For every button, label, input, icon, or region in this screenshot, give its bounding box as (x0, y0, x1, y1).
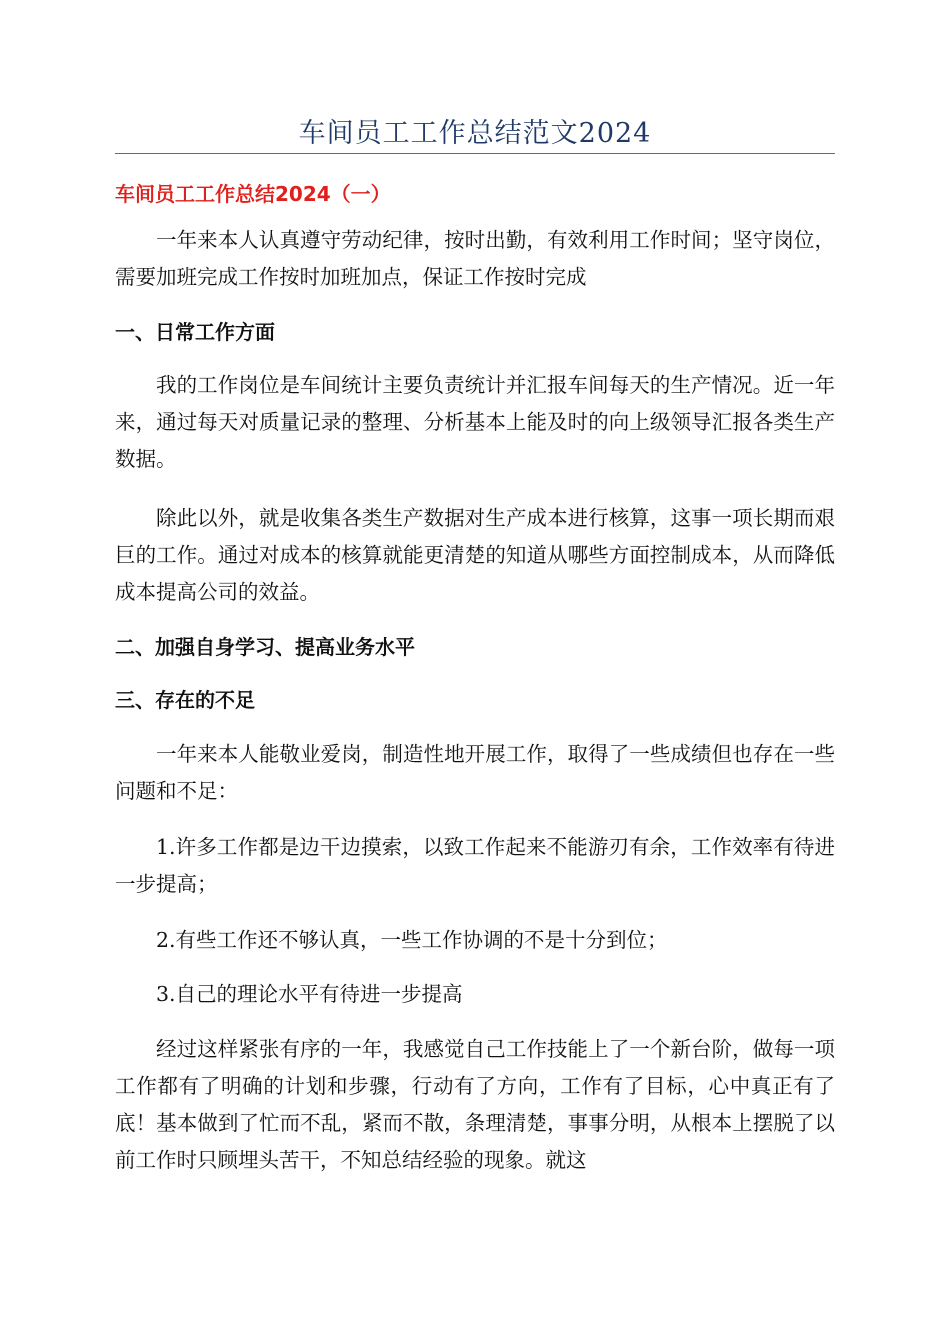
document-title: 车间员工工作总结范文2024 (298, 118, 652, 149)
section-title: 车间员工工作总结2024（一） (115, 182, 391, 206)
list-item-2: 2.有些工作还不够认真，一些工作协调的不是十分到位； (156, 928, 668, 952)
paragraph-shortcomings-intro: 一年来本人能敬业爱岗，制造性地开展工作，取得了一些成绩但也存在一些问题和不足： (115, 742, 835, 803)
list-item-1: 1.许多工作都是边干边摸索，以致工作起来不能游刃有余，工作效率有待进一步提高； (115, 835, 835, 896)
heading-shortcomings: 三、存在的不足 (115, 688, 255, 712)
intro-paragraph: 一年来本人认真遵守劳动纪律，按时出勤，有效利用工作时间；坚守岗位，需要加班完成工作按时加班加点，保证工作按时完成 (115, 228, 835, 289)
paragraph-cost-accounting: 除此以外，就是收集各类生产数据对生产成本进行核算，这事一项长期而艰巨的工作。通过对成本的核算就能更清楚的知道从哪些方面控制成本，从而降低成本提高公司的效益。 (115, 506, 835, 604)
heading-daily-work: 一、日常工作方面 (115, 320, 275, 344)
paragraph-conclusion: 经过这样紧张有序的一年，我感觉自己工作技能上了一个新台阶，做每一项工作都有了明确的计划和步骤，行动有了方向，工作有了目标，心中真正有了底！基本做到了忙而不乱，紧而不散，条理清楚，事事分明，从根本上摆脱了以前工作时只顾埋头苦干，不知总结经验的现象。就这 (115, 1037, 835, 1172)
paragraph-job-role: 我的工作岗位是车间统计主要负责统计并汇报车间每天的生产情况。近一年来，通过每天对质量记录的整理、分析基本上能及时的向上级领导汇报各类生产数据。 (115, 373, 835, 471)
list-item-3: 3.自己的理论水平有待进一步提高 (156, 982, 463, 1006)
heading-self-study: 二、加强自身学习、提高业务水平 (115, 635, 415, 659)
title-divider (115, 153, 835, 154)
